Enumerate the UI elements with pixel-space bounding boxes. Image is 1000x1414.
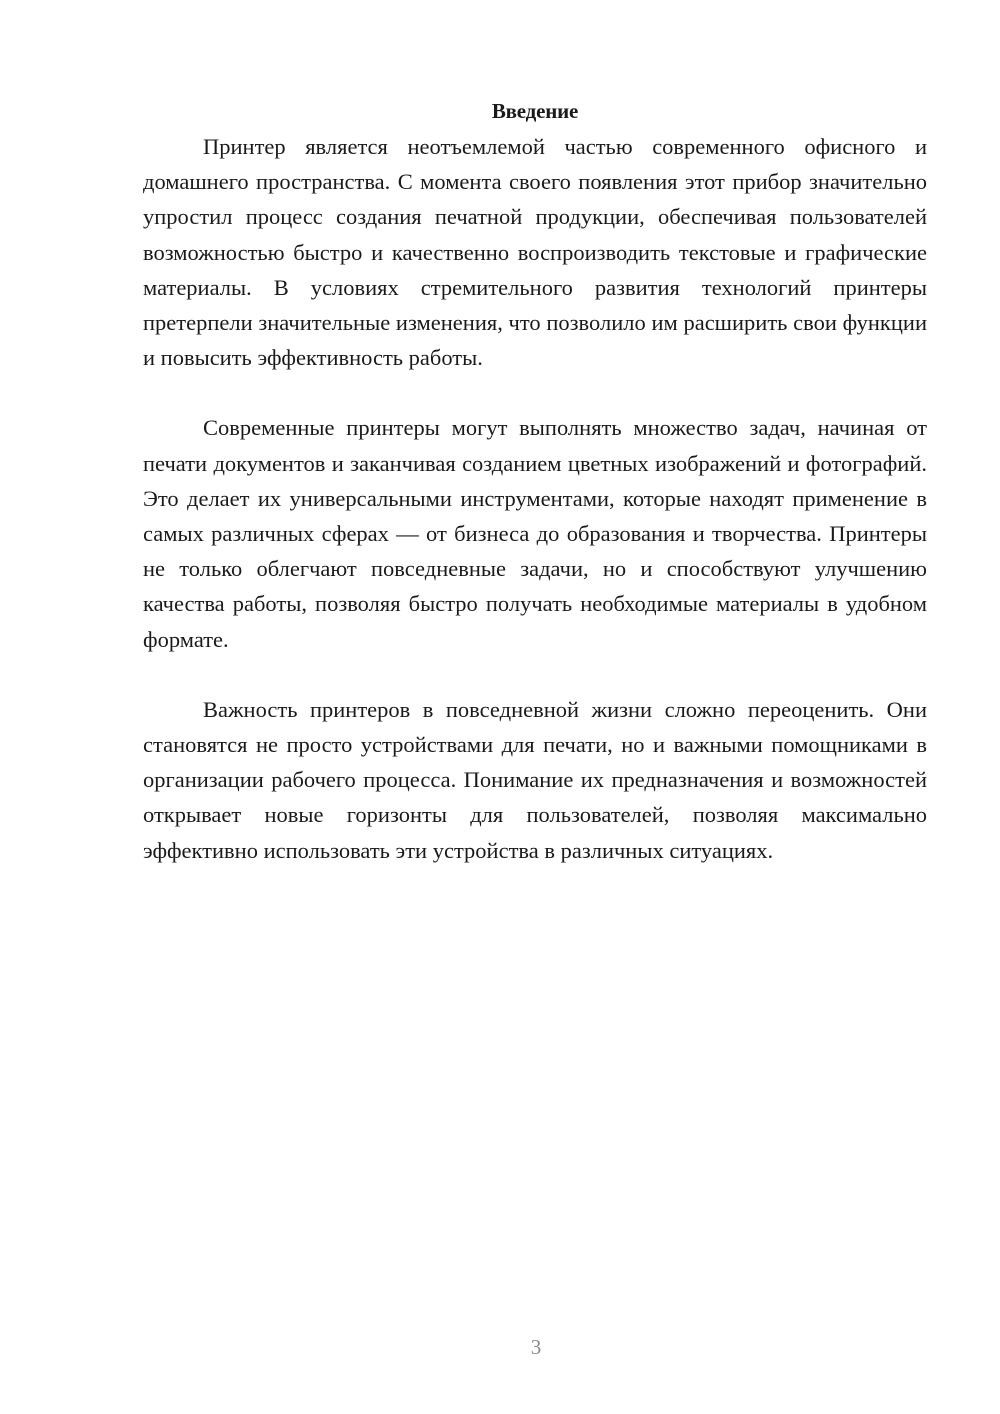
section-heading: Введение: [491, 99, 579, 123]
paragraph-2: Современные принтеры могут выполнять множество задач, начиная от печати документов и заканчивая созданием цветных изображений и фотографий. Это делает их универсальными инструментами, которые находят применение в самых различных сферах — от бизнеса до образования и творчества. Принтеры не только облегчают повседневные задачи, но и способствуют улучшению качества работы, позволяя быстро получать необходимые материалы в удобном формате.: [143, 415, 927, 652]
page-content: [143, 94, 927, 868]
paragraph-3: Важность принтеров в повседневной жизни сложно переоценить. Они становятся не просто устройствами для печати, но и важными помощниками в организации рабочего процесса. Понимание их предназначения и возможностей открывает новые горизонты для пользователей, позволяя максимально эффективно использовать эти устройства в различных ситуациях.: [143, 696, 927, 863]
paragraph-1: Принтер является неотъемлемой частью современного офисного и домашнего пространства. С момента своего появления этот прибор значительно упростил процесс создания печатной продукции, обеспечивая пользователей возможностью быстро и качественно воспроизводить текстовые и графические материалы. В условиях стремительного развития технологий принтеры претерпели значительные изменения, что позволило им расширить свои функции и повысить эффективность работы.: [143, 134, 927, 371]
page-number: 3: [530, 1335, 542, 1359]
